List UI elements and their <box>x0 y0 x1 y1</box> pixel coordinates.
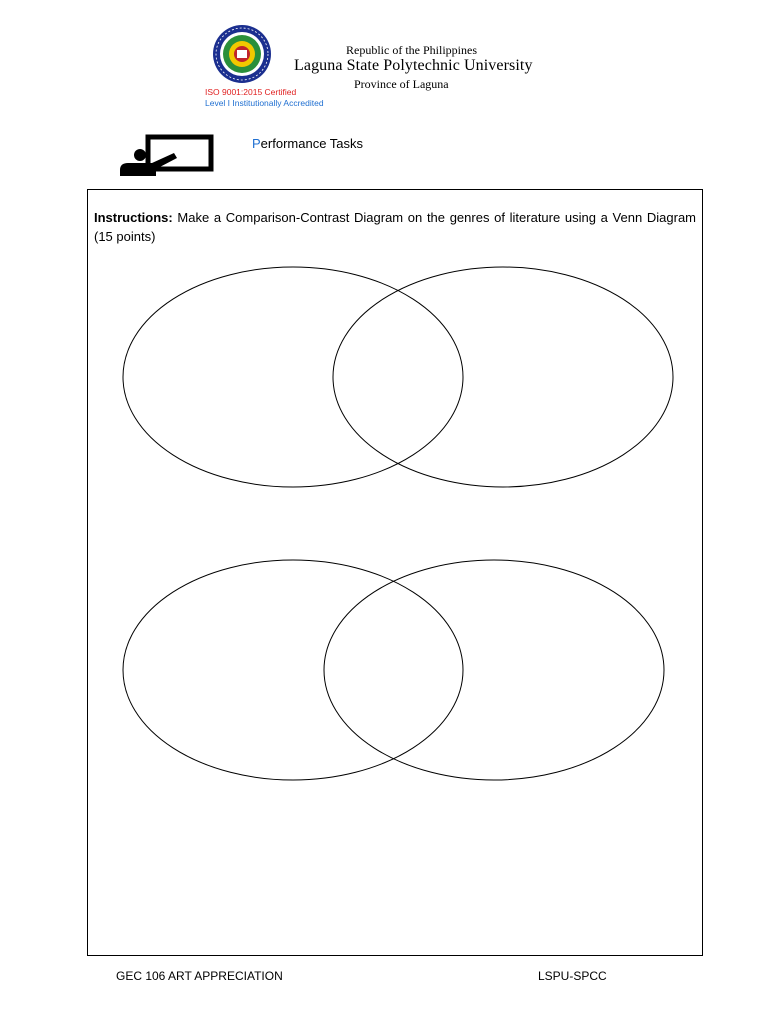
venn-diagram-bottom <box>123 560 664 780</box>
venn-circle-left[interactable] <box>123 267 463 487</box>
instructions-text: Make a Comparison-Contrast Diagram on the genres of literature using a Venn Diagram (15 points) <box>94 210 696 244</box>
venn-circle-left[interactable] <box>123 560 463 780</box>
accreditation-label: Level I Institutionally Accredited <box>205 98 324 108</box>
venn-diagram-top <box>123 267 673 487</box>
venn-circle-right[interactable] <box>333 267 673 487</box>
iso-certification: ISO 9001:2015 Certified <box>205 87 297 97</box>
footer-course: GEC 106 ART APPRECIATION <box>116 969 283 983</box>
section-title-initial: P <box>252 136 261 151</box>
footer-campus: LSPU-SPCC <box>538 969 607 983</box>
venn-circle-right[interactable] <box>324 560 664 780</box>
province-name: Province of Laguna <box>354 77 449 91</box>
university-name: Laguna State Polytechnic University <box>294 57 533 74</box>
country-name: Republic of the Philippines <box>346 43 477 57</box>
instructions-label: Instructions: <box>94 210 173 225</box>
section-title-rest: erformance Tasks <box>260 136 364 151</box>
